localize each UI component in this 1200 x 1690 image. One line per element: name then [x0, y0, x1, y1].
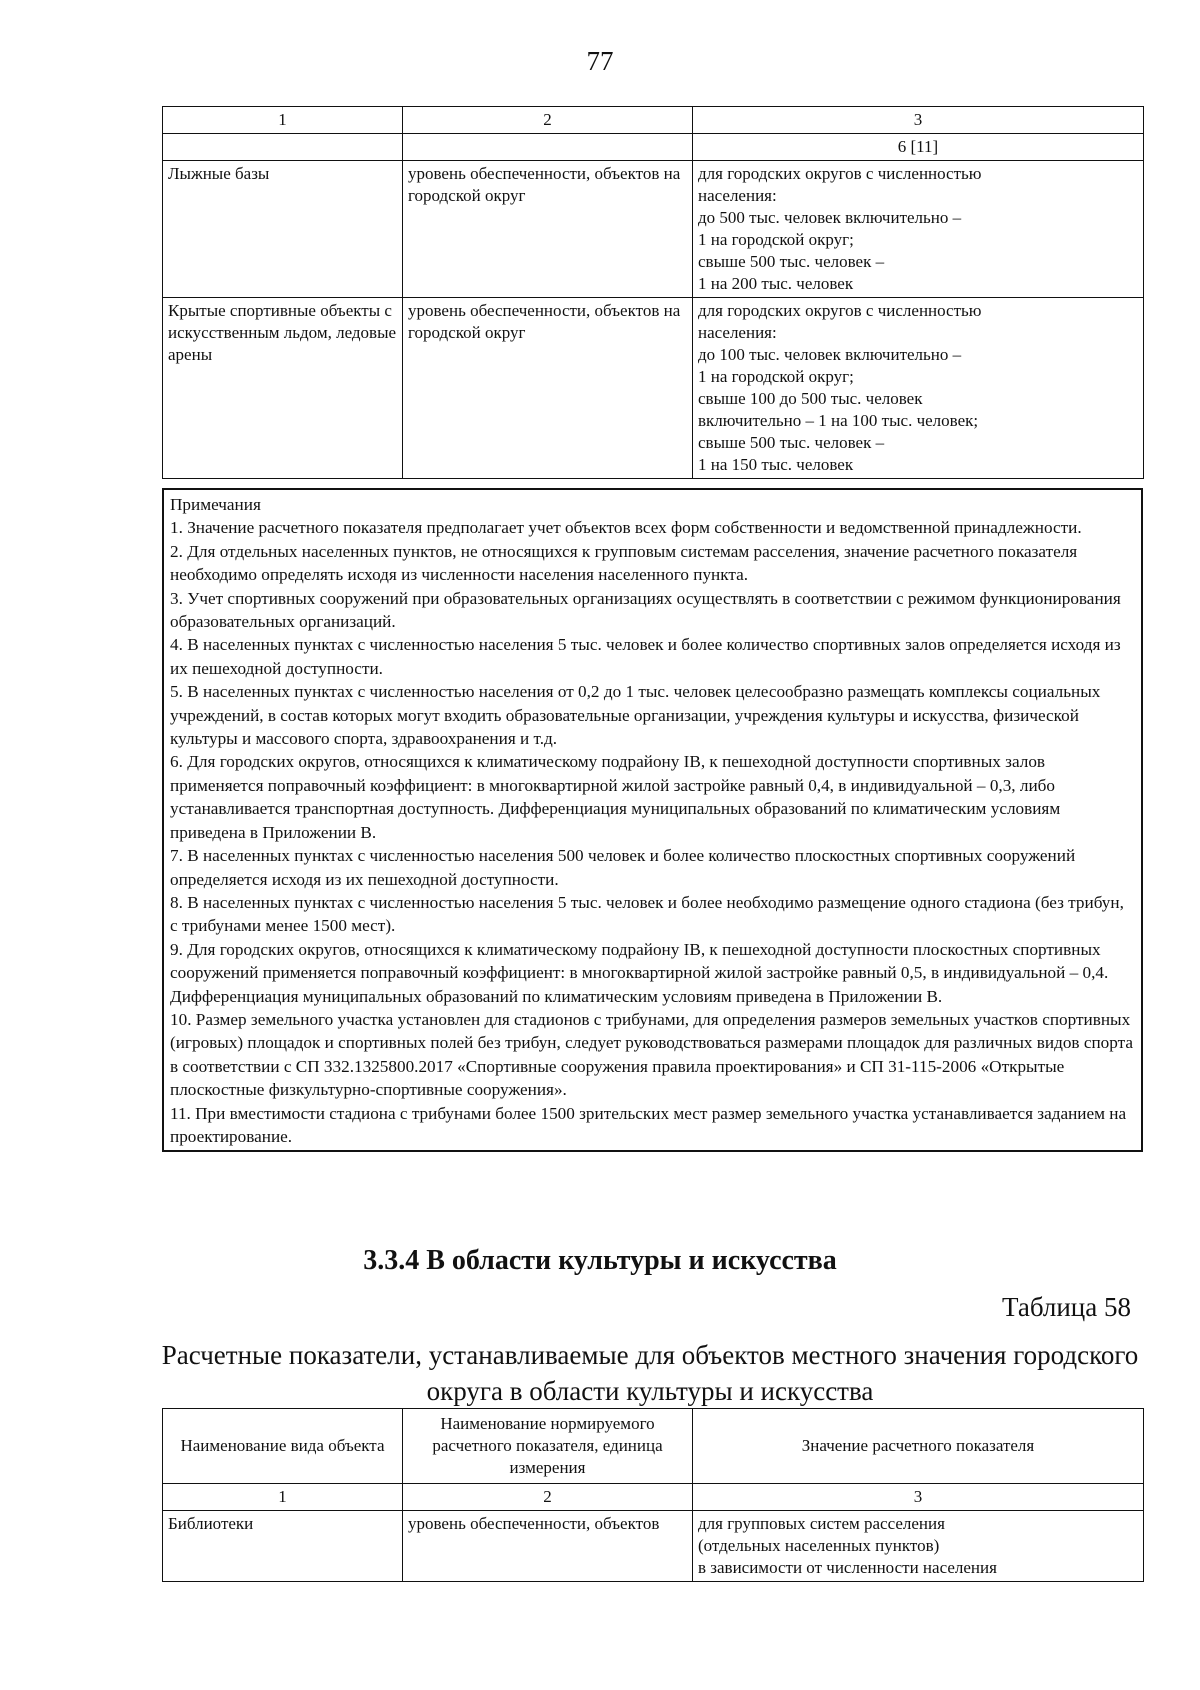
- note-item: 9. Для городских округов, относящихся к климатическому подрайону IВ, к пешеходной доступности плоскостных спортивных сооружений применяется поправочный коэффициент: в многоквартирной жилой застройке равный 0,5, в индивидуальной – 0,4. Дифференциация муниципальных образований по климатическим условиям приведена в Приложении В.: [170, 939, 1109, 1006]
- column-number: 2: [403, 107, 693, 134]
- table-row: [163, 161, 1144, 298]
- object-name: Крытые спортивные объекты с искусственным льдом, ледовые арены: [163, 298, 403, 479]
- note-item: 8. В населенных пунктах с численностью населения 5 тыс. человек и более необходимо размещение одного стадиона (без трибун, с трибунами менее 1500 мест).: [170, 892, 1124, 936]
- table-caption: Расчетные показатели, устанавливаемые для объектов местного значения городского округа в области культуры и искусства: [161, 1340, 1139, 1406]
- section-title: 3.3.4 В области культуры и искусства: [363, 1245, 837, 1276]
- object-name: Лыжные базы: [163, 161, 403, 298]
- column-number: 1: [163, 1484, 403, 1511]
- value-line: 1 на городской округ;: [698, 230, 854, 249]
- culture-objects-table: [162, 1408, 1144, 1582]
- value-line: до 500 тыс. человек включительно –: [698, 208, 962, 227]
- note-item: 5. В населенных пунктах с численностью населения от 0,2 до 1 тыс. человек целесообразно размещать комплексы социальных учреждений, в состав которых могут входить образовательные организации, учреждения культуры и искусства, физической культуры и массового спорта, здравоохранения и т.д.: [170, 682, 1101, 749]
- value-line: свыше 100 до 500 тыс. человек: [698, 389, 923, 408]
- column-number: 1: [163, 107, 403, 134]
- indicator-value: [693, 161, 1144, 298]
- note-item: 10. Размер земельного участка установлен для стадионов с трибунами, для определения размеров земельных участков спортивных (игровых) площадок и спортивных полей без трибун, следует руководствоваться размерами площадок для различных видов спорта в соответствии с СП 332.1325800.2017 «Спортивные сооружения правила проектирования» и СП 31-115-2006 «Открытые плоскостные физкультурно-спортивные сооружения».: [170, 1009, 1133, 1100]
- indicator-value: [693, 298, 1144, 479]
- value-line: (отдельных населенных пунктов): [698, 1536, 940, 1555]
- table-row: [163, 298, 1144, 479]
- value-line: свыше 500 тыс. человек –: [698, 433, 885, 452]
- note-item: 3. Учет спортивных сооружений при образовательных организациях осуществлять в соответствии с режимом функционирования образовательных организаций.: [170, 588, 1121, 632]
- indicator-value: [693, 1511, 1144, 1582]
- notes-title: Примечания: [170, 495, 261, 514]
- indicator-name: уровень обеспеченности, объектов: [403, 1511, 693, 1582]
- column-header: Наименование нормируемого расчетного показателя, единица измерения: [403, 1409, 693, 1484]
- note-item: 4. В населенных пунктах с численностью населения 5 тыс. человек и более количество спортивных залов определяется исходя из их пешеходной доступности.: [170, 635, 1121, 678]
- notes-box: [162, 488, 1143, 1152]
- table-row: [163, 1511, 1144, 1582]
- value-line: включительно – 1 на 100 тыс. человек;: [698, 411, 979, 430]
- object-name: Библиотеки: [163, 1511, 403, 1582]
- sports-objects-table: [162, 106, 1144, 479]
- column-number: 3: [693, 107, 1144, 134]
- indicator-name: уровень обеспеченности, объектов на городской округ: [403, 161, 693, 298]
- value-line: до 100 тыс. человек включительно –: [698, 345, 962, 364]
- note-item: 2. Для отдельных населенных пунктов, не относящихся к групповым системам расселения, значение расчетного показателя необходимо определять исходя из численности населения населенного пункта.: [170, 541, 1078, 585]
- column-number-row: [163, 1484, 1144, 1511]
- empty-cell: [403, 134, 693, 161]
- value-line: для городских округов с численностью: [698, 301, 982, 320]
- source-ref-row: [163, 134, 1144, 161]
- indicator-name: уровень обеспеченности, объектов на городской округ: [403, 298, 693, 479]
- note-item: 1. Значение расчетного показателя предполагает учет объектов всех форм собственности и ведомственной принадлежности.: [170, 518, 1082, 538]
- value-line: населения:: [698, 323, 777, 342]
- value-line: 1 на 200 тыс. человек: [698, 274, 854, 293]
- column-number: 2: [403, 1484, 693, 1511]
- column-number-row: [163, 107, 1144, 134]
- note-item: 7. В населенных пунктах с численностью населения 500 человек и более количество плоскостных спортивных сооружений определяется исходя из их пешеходной доступности.: [170, 846, 1076, 889]
- column-number: 3: [693, 1484, 1144, 1511]
- column-header: Наименование вида объекта: [163, 1409, 403, 1484]
- page-number: 77: [586, 46, 614, 76]
- column-header: Значение расчетного показателя: [693, 1409, 1144, 1484]
- header-row: [163, 1409, 1144, 1484]
- value-line: населения:: [698, 186, 777, 205]
- note-item: 6. Для городских округов, относящихся к климатическому подрайону IВ, к пешеходной доступности спортивных залов применяется поправочный коэффициент: в многоквартирной жилой застройке равный 0,4, в индивидуальной – 0,3, либо устанавливается транспортная доступность. Дифференциация муниципальных образований по климатическим условиям приведена в Приложении В.: [170, 752, 1061, 842]
- empty-cell: [163, 134, 403, 161]
- value-line: свыше 500 тыс. человек –: [698, 252, 885, 271]
- value-line: в зависимости от численности населения: [698, 1558, 997, 1577]
- value-line: для групповых систем расселения: [698, 1514, 945, 1533]
- value-line: 1 на 150 тыс. человек: [698, 455, 854, 474]
- value-line: 1 на городской округ;: [698, 367, 854, 386]
- source-ref: 6 [11]: [693, 134, 1144, 161]
- note-item: 11. При вместимости стадиона с трибунами более 1500 зрительских мест размер земельного участка устанавливается заданием на проектирование.: [170, 1103, 1127, 1146]
- table-label: Таблица 58: [1002, 1292, 1131, 1322]
- value-line: для городских округов с численностью: [698, 164, 982, 183]
